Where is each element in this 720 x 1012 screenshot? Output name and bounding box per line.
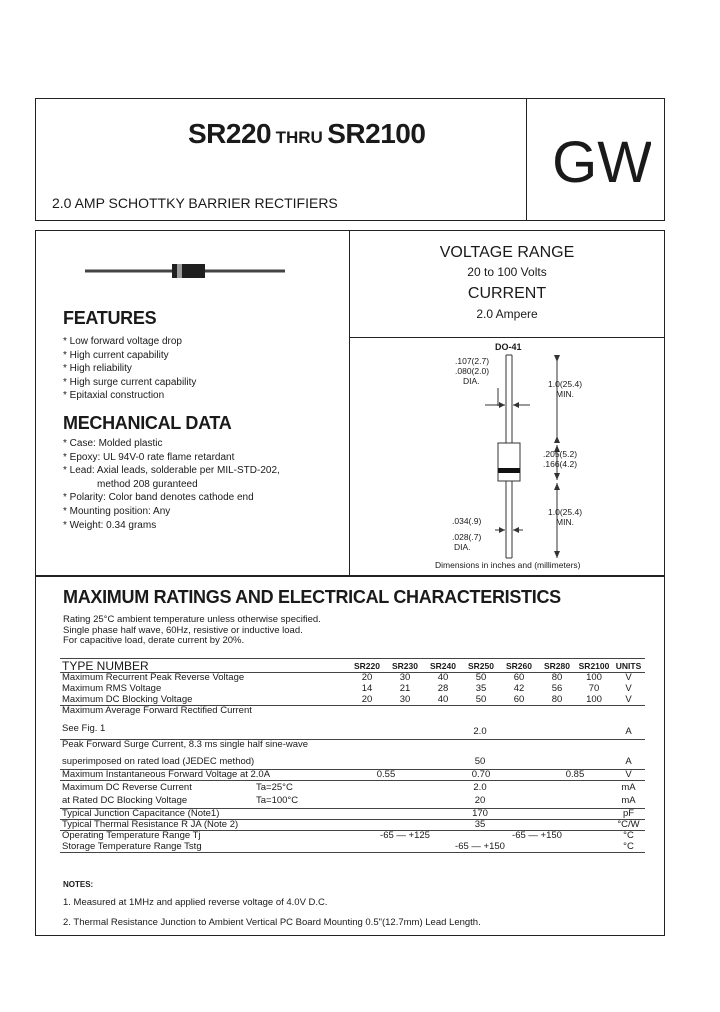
column-header: SR240 [424,659,462,673]
mechanical-list [63,437,280,532]
feature-item: * High reliability [63,363,132,375]
table-row [60,842,645,853]
mechanical-item: * Mounting position: Any [63,505,171,517]
ir-label-1: Maximum DC Reverse Current [62,781,192,793]
cell: 50 [462,673,500,684]
dim-top-length-1: 1.0(25.4) [548,379,583,389]
cell: 70 [588,683,600,694]
dim-top-length-2: MIN. [556,389,574,399]
surge-label-1: Peak Forward Surge Current, 8.3 ms single half sine-wave [62,739,309,750]
features-list [63,335,196,403]
dim-body-1: .205(5.2) [543,449,578,459]
units-header: UNITS [612,659,645,673]
diode-illustration [85,262,285,282]
tstg-value: -65 — +150 [348,842,612,853]
ir-condition-2: Ta=100°C [256,795,299,807]
table-row [60,809,645,820]
row-label: Maximum DC Blocking Voltage [62,693,193,705]
unit-cell: V [612,673,645,684]
package-name: DO-41 [495,342,522,352]
mechanical-heading: MECHANICAL DATA [63,413,232,433]
do41-outline-drawing [350,350,664,562]
row-label: Typical Junction Capacitance (Note1) [60,809,348,820]
ratings-intro [63,615,321,647]
gw-logo [553,135,651,187]
unit-cell: °C/W [612,820,645,831]
page-subtitle: 2.0 AMP SCHOTTKY BARRIER RECTIFIERS [52,195,338,211]
unit-cell: mA [621,795,636,807]
top-value-1: -65 — +125 [348,831,462,842]
vf-value: 0.70 [424,770,538,781]
dim-bottom-length-1: 1.0(25.4) [548,507,583,517]
dim-wire-dia-2: .028(.7) [452,532,482,542]
ir-value-1: 2.0 [348,781,612,795]
cell: 35 [475,683,487,694]
note-2: 2. Thermal Resistance Junction to Ambient Vertical PC Board Mounting 0.5"(12.7mm) Lead Length. [63,917,481,928]
column-header: SR260 [500,659,538,673]
ir-label-2: at Rated DC Blocking Voltage [62,795,188,807]
feature-item: * High current capability [63,349,169,361]
unit-cell: °C [612,842,645,853]
row-label [60,781,348,795]
voltage-range-title: VOLTAGE RANGE [439,244,575,261]
avg-current-value: 2.0 [348,706,612,740]
table-row [60,706,645,740]
cell: 14 [361,683,373,694]
table-row [60,684,645,695]
unit-cell: V [612,770,645,781]
intro-line: Rating 25°C ambient temperature unless otherwise specified. [63,614,321,625]
dim-wire-dia-1: .034(.9) [452,516,482,526]
cell: 20 [361,693,373,705]
cell: 40 [424,673,462,684]
column-header: SR220 [348,659,386,673]
cell: 20 [348,673,386,684]
cell: 100 [576,673,612,684]
table-header-row [60,659,645,673]
dim-lead-dia-3: DIA. [463,376,480,386]
intro-line: Single phase half wave, 60Hz, resistive or inductive load. [63,624,303,636]
table-row [60,770,645,781]
column-header: SR230 [386,659,424,673]
unit-cell: V [625,693,632,705]
column-header: SR2100 [576,659,612,673]
page-title [188,118,425,150]
cj-value: 170 [348,809,612,820]
features-heading: FEATURES [63,308,157,328]
column-header: SR280 [538,659,576,673]
vf-value: 0.85 [538,770,612,781]
table-row [60,795,645,809]
dim-lead-dia-2: .080(2.0) [455,366,490,376]
row-label: Storage Temperature Range Tstg [60,842,348,853]
cell: 30 [386,673,424,684]
dim-body [543,449,577,469]
avg-current-label-2: See Fig. 1 [62,723,106,734]
dim-lead-dia-1: .107(2.7) [455,356,490,366]
column-header: SR250 [462,659,500,673]
unit-cell: °C [612,831,645,842]
mechanical-item: * Weight: 0.34 grams [63,519,157,531]
row-label: Maximum Instantaneous Forward Voltage at 2.0A [60,770,348,781]
unit-cell: mA [612,781,645,795]
row-label [60,706,348,740]
ir-value-2: 20 [474,795,486,807]
header-divider [526,98,527,221]
feature-item: * Low forward voltage drop [63,336,182,347]
ir-condition-1: Ta=25°C [256,781,293,793]
cell: 40 [437,693,449,705]
cell: 21 [399,683,411,694]
cell: 80 [551,693,563,705]
current-value: 2.0 Ampere [476,307,538,321]
dimension-caption: Dimensions in inches and (millimeters) [435,560,581,570]
dim-bottom-length-2: MIN. [556,517,574,527]
note-1: 1. Measured at 1MHz and applied reverse voltage of 4.0V D.C. [63,897,328,908]
unit-cell: pF [612,809,645,820]
unit-cell: A [612,706,645,740]
logo-text: GW [553,135,651,187]
row-label: Maximum RMS Voltage [62,683,162,694]
feature-item: * Epitaxial construction [63,390,165,402]
ratings-divider [349,337,665,338]
feature-item: * High surge current capability [63,376,197,388]
mechanical-item: * Lead: Axial leads, solderable per MIL-STD-202, [63,465,280,477]
cell: 60 [513,693,525,705]
ratings-table [60,658,645,853]
mechanical-item: * Case: Molded plastic [63,438,163,449]
avg-current-label-1: Maximum Average Forward Rectified Current [62,705,252,716]
vf-value: 0.55 [348,770,424,781]
table-row [60,695,645,706]
title-part1: SR220 [188,118,272,149]
mechanical-item: method 208 guranteed [97,478,198,490]
mechanical-item: * Epoxy: UL 94V-0 rate flame retardant [63,451,235,463]
row-label [60,795,348,809]
unit-cell: V [625,683,632,694]
rth-value: 35 [348,820,612,831]
dim-bottom-length [548,507,582,527]
title-thru: THRU [275,128,323,147]
cell: 50 [475,693,487,705]
dim-wire-dia-3: DIA. [454,542,471,552]
table-row [60,740,645,770]
type-number-header: TYPE NUMBER [60,659,348,673]
cell: 100 [586,693,602,705]
voltage-range-value: 20 to 100 Volts [467,265,547,279]
cell: 80 [538,673,576,684]
dim-body-2: .166(4.2) [543,459,578,469]
top-value-2: -65 — +150 [462,831,612,842]
row-label: Maximum Recurrent Peak Reverse Voltage [60,673,348,684]
cell: 60 [500,673,538,684]
current-title: CURRENT [467,285,547,302]
mechanical-item: * Polarity: Color band denotes cathode end [63,492,254,504]
table-row [60,781,645,795]
cell: 28 [437,683,449,694]
row-label: Typical Thermal Resistance R JA (Note 2) [60,820,348,831]
table-row [60,820,645,831]
dim-wire-dia [452,516,481,552]
cell: 30 [399,693,411,705]
ratings-heading: MAXIMUM RATINGS AND ELECTRICAL CHARACTERISTICS [63,587,561,607]
surge-value: 50 [348,740,612,770]
notes-heading: NOTES: [63,880,94,889]
table-row [60,831,645,842]
cell: 56 [551,683,563,694]
row-label: Operating Temperature Range Tj [60,831,348,842]
surge-label-2: superimposed on rated load (JEDEC method) [62,756,255,767]
title-part2: SR2100 [327,118,426,149]
gw-logo-mark [553,135,651,187]
table-row [60,673,645,684]
unit-cell: A [612,740,645,770]
dim-top-length [548,379,582,399]
row-label [60,740,348,770]
cell: 42 [513,683,525,694]
intro-line: For capacitive load, derate current by 20%. [63,635,245,646]
dim-lead-dia [455,356,489,386]
